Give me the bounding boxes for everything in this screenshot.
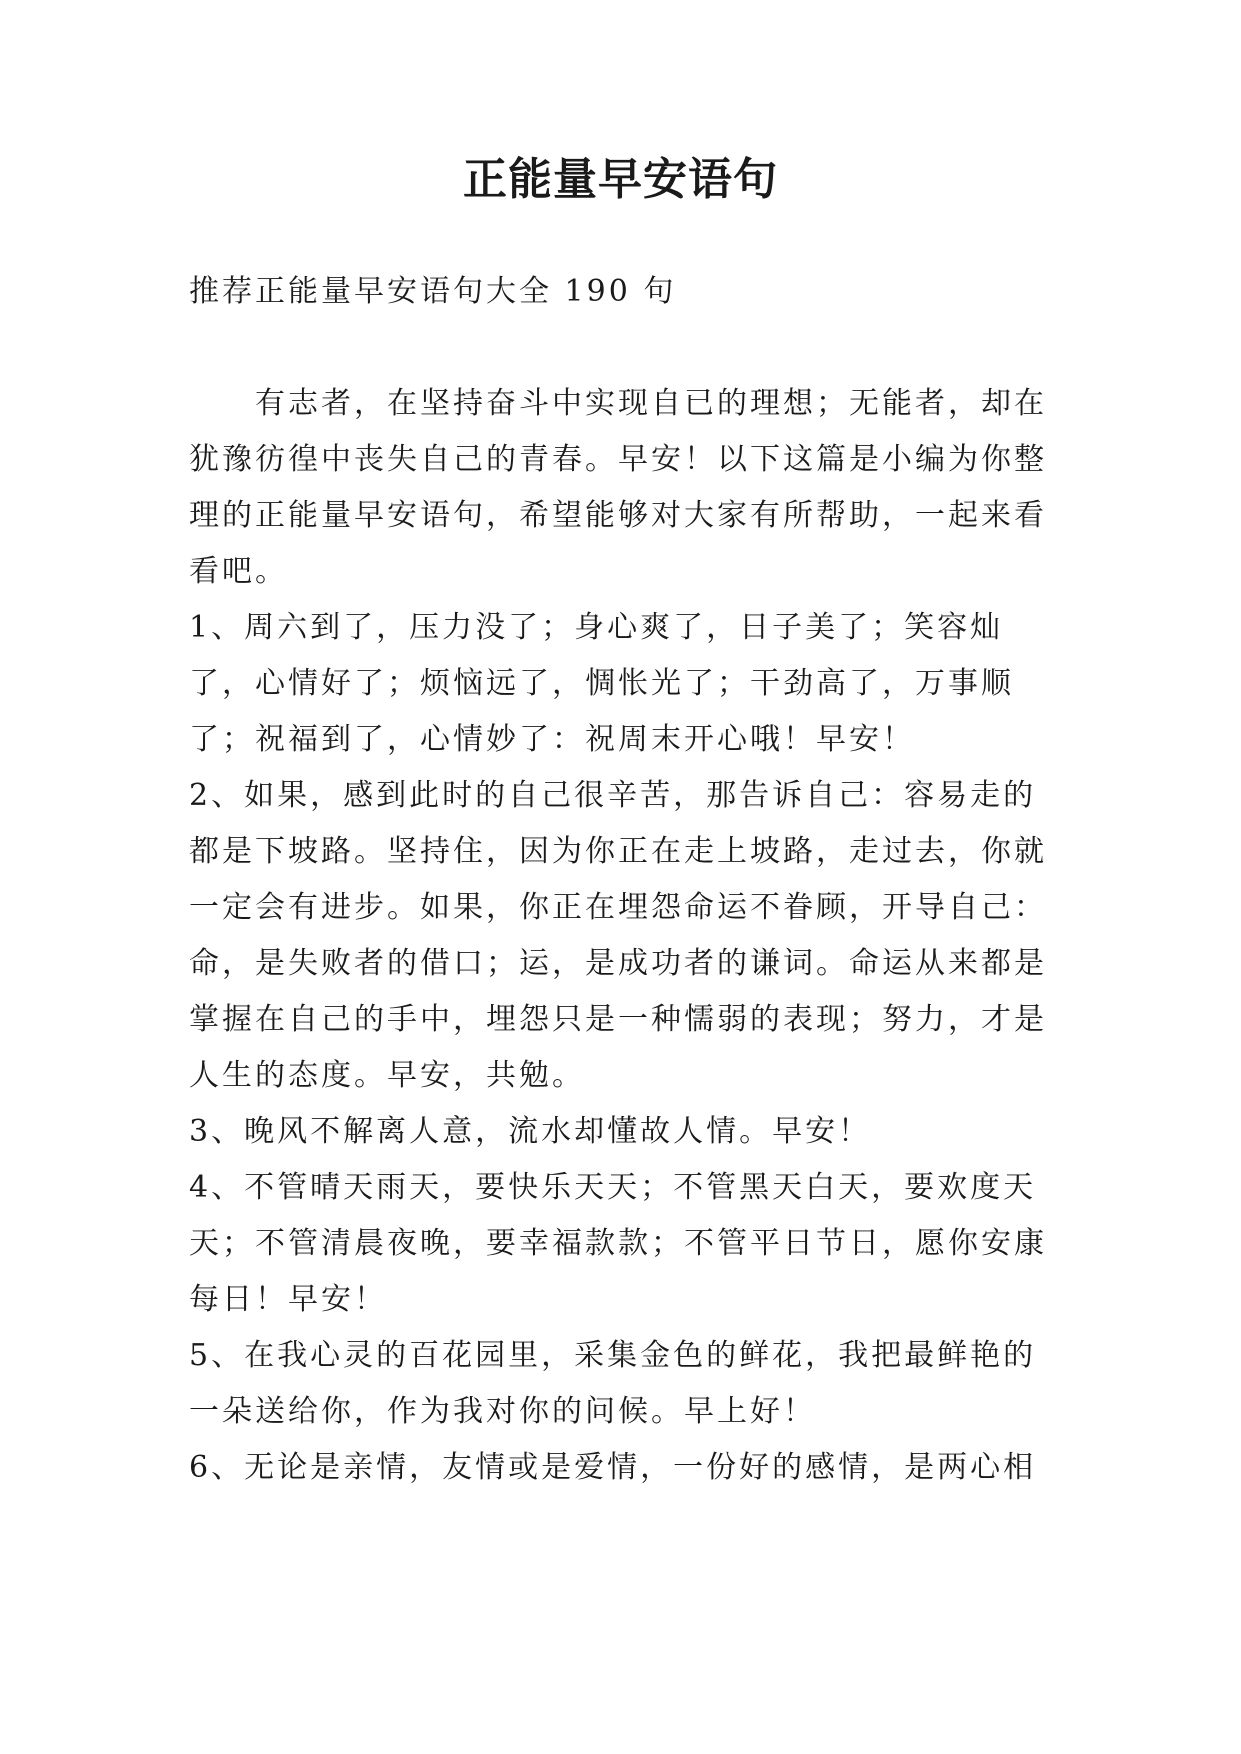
document-body	[189, 264, 1059, 1496]
list-item: 4、不管晴天雨天，要快乐天天；不管黑天白天，要欢度天天；不管清晨夜晚，要幸福款款；不管平日节日，愿你安康每日！早安！	[189, 1170, 1047, 1317]
list-item: 6、无论是亲情，友情或是爱情，一份好的感情，是两心相	[189, 1450, 1037, 1485]
list-item: 5、在我心灵的百花园里，采集金色的鲜花，我把最鲜艳的一朵送给你，作为我对你的问候。早上好！	[189, 1338, 1037, 1429]
quote-list	[189, 600, 1059, 1496]
list-item: 2、如果，感到此时的自己很辛苦，那告诉自己：容易走的都是下坡路。坚持住，因为你正在走上坡路，走过去，你就一定会有进步。如果，你正在埋怨命运不眷顾，开导自己：命，是失败者的借口；运，是成功者的谦词。命运从来都是掌握在自己的手中，埋怨只是一种懦弱的表现；努力，才是人生的态度。早安，共勉。	[189, 778, 1047, 1093]
document-title: 正能量早安语句	[463, 154, 778, 205]
list-item: 1、周六到了，压力没了；身心爽了，日子美了；笑容灿了，心情好了；烦恼远了，惆怅光了；干劲高了，万事顺了；祝福到了，心情妙了：祝周末开心哦！早安！	[189, 610, 1014, 757]
list-item: 3、晚风不解离人意，流水却懂故人情。早安！	[189, 1114, 872, 1149]
document-subtitle: 推荐正能量早安语句大全 190 句	[189, 274, 677, 309]
intro-paragraph: 有志者，在坚持奋斗中实现自已的理想；无能者，却在犹豫彷徨中丧失自己的青春。早安！以下这篇是小编为你整理的正能量早安语句，希望能够对大家有所帮助，一起来看看吧。	[189, 386, 1047, 589]
